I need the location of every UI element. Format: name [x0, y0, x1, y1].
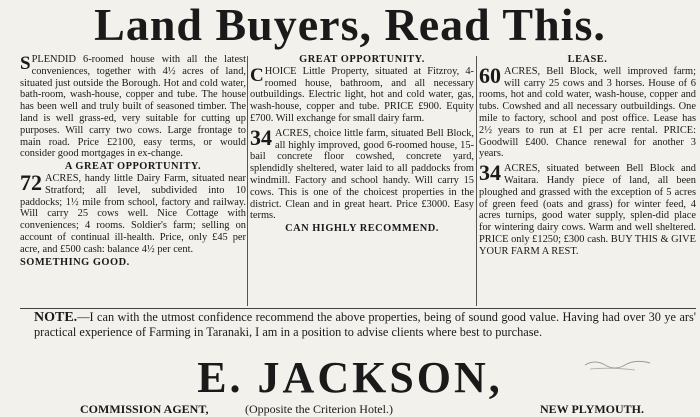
headline: Land Buyers, Read This. [94, 0, 606, 50]
listing-text: ACRES, choice little farm, situated Bell Block, all highly improved, good 6-roomed house, 15-bail concrete floor cowshed, concrete yard, splendidly sheltered, water laid to all paddocks from windmill. Factory and school handy. Will carry 15 cows. This is one of the choicest properties in the district. Clean and in great heart. Price £3000. Easy terms. [250, 127, 474, 222]
acreage-number: 34 [479, 160, 501, 186]
listing-text: HOICE Little Property, situated at Fitzroy, 4-roomed house, bathroom, and all necessary outbuildings. Electric light, hot and cold water, gas, wash-house, copper and tube. PRICE £900. Equity £700. Will exchange for small dairy farm. [250, 65, 474, 124]
listing-paragraph [250, 124, 474, 222]
listing-text: PLENDID 6-roomed house with all the latest conveniences, together with 4½ acres of land, situated just outside the Borough. Hot and cold water, bath-room, wash-house, copper and tube. The house has been well and truly built of seasoned timber. The land is well grass-ed, very suitable for cutting up purposes. Will carry two cows. Large frontage to main road. Price £2100, easy terms, or would consider good mortgages in ex-change. [20, 54, 246, 160]
listing-paragraph [20, 169, 246, 256]
acreage-number: 60 [479, 62, 501, 88]
drop-cap: C [250, 64, 264, 86]
horizontal-rule [20, 308, 696, 309]
column-1 [20, 54, 246, 268]
section-heading: GREAT OPPORTUNITY. [299, 54, 425, 65]
column-3 [479, 54, 696, 259]
listing-paragraph [20, 54, 246, 160]
listing-text: ACRES, handy little Dairy Farm, situated near Stratford; all level, subdivided into 10 paddocks; 1½ mile from school, factory and railway. Will carry 25 cows well. Nice Cottage with conveniences; 4 rooms. Soldier's farm; selling on account of continual ill-health. Price, only £45 per acre, and £500 cash: balance 4½ per cent. [20, 172, 246, 255]
listing-paragraph [250, 66, 474, 125]
listing-text: ACRES, situated between Bell Block and Waitara. Handy piece of land, all been ploughed and grassed with the exception of 5 acres of green feed (oats and grass) for winter feed, 4 acres turnips, good water supply, splen-did place for wintering dairy cows. Warm and well sheltered. PRICE only £1250; £300 cash. BUY THIS & GIVE YOUR FARM A REST. [479, 163, 696, 257]
agent-name: E. JACKSON, [197, 353, 503, 402]
section-heading: A GREAT OPPORTUNITY. [64, 161, 202, 173]
acreage-number: 34 [250, 124, 272, 150]
footer-address: (Opposite the Criterion Hotel.) [245, 402, 393, 416]
section-heading: SOMETHING GOOD. [20, 256, 130, 268]
footer-agent-title: COMMISSION AGENT, [80, 402, 209, 416]
column-divider [476, 56, 477, 306]
section-heading: LEASE. [567, 54, 608, 65]
recommendation-note [34, 310, 696, 340]
note-lead: NOTE. [34, 310, 78, 325]
listing-paragraph [479, 160, 696, 257]
section-heading: CAN HIGHLY RECOMMEND. [285, 223, 439, 235]
footer-town: NEW PLYMOUTH. [540, 402, 645, 416]
listing-paragraph [479, 62, 696, 160]
note-text: —I can with the utmost confidence recommend the above properties, being of sound good value. Having had over 30 ye ars' practical experience of Farming in Taranaki, I am in a position to advise clients where best to purchase. [34, 310, 696, 339]
drop-cap: S [20, 53, 31, 74]
column-2 [250, 54, 474, 235]
listing-text: ACRES, Bell Block, well improved farm; will carry 25 cows and 3 horses. House of 6 rooms, hot and cold water, wash-house, copper and tubs. Cowshed and all necessary outbuildings. One mile to factory, school and post office. Lease has 2½ years to run at £1 per acre rental. PRICE: Goodwill £400. Chance renewal for another 3 years. [479, 65, 696, 160]
acreage-number: 72 [20, 169, 42, 195]
column-divider [247, 56, 248, 306]
